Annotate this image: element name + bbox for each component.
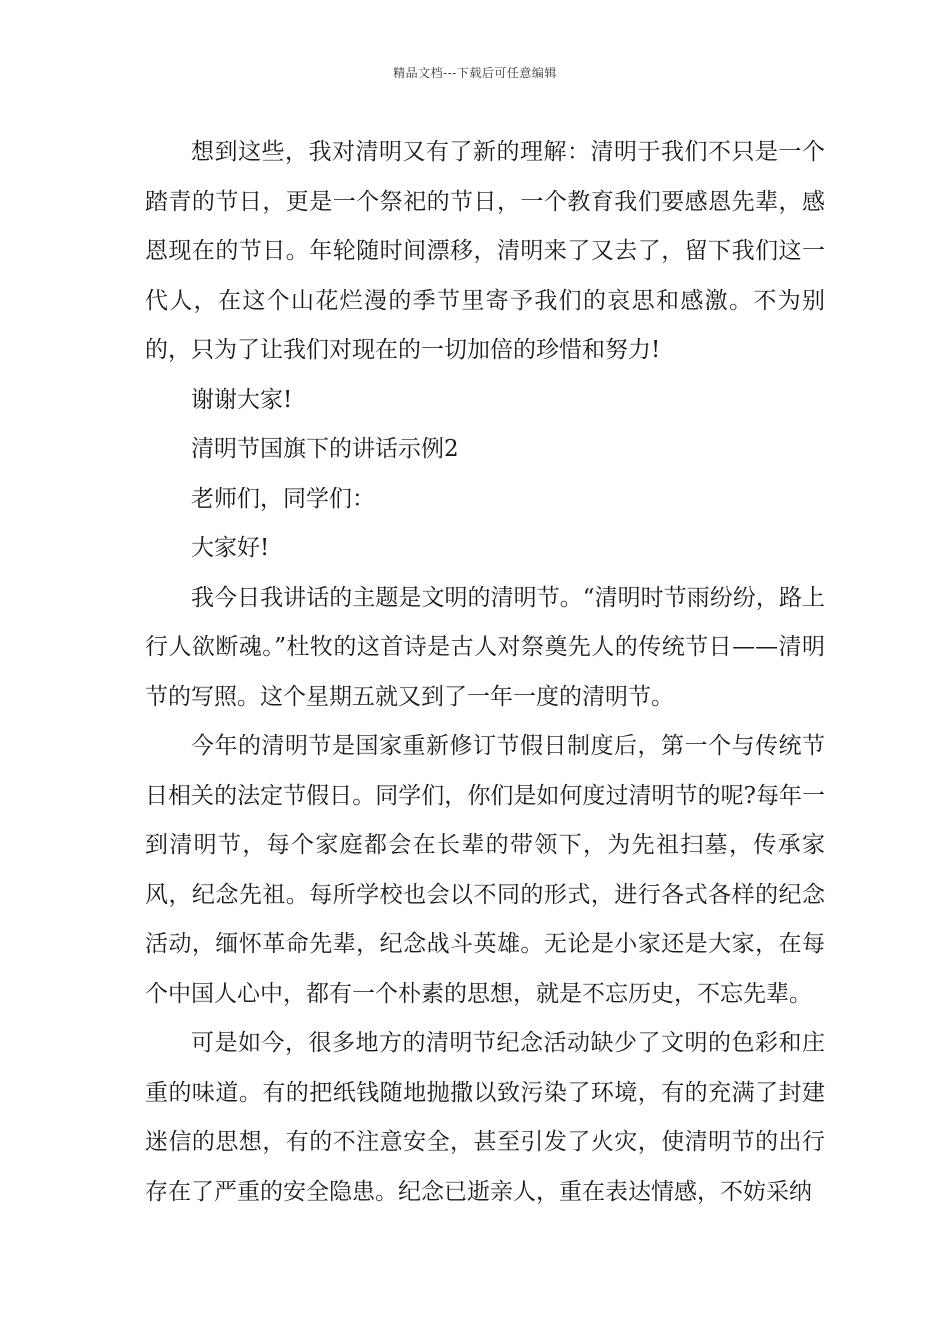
paragraph: 谢谢大家! bbox=[191, 386, 293, 413]
paragraph: 我今日我讲话的主题是文明的清明节。“清明时节雨纷纷，路上行人欲断魂。”杜牧的这首诗是古人对祭奠先人的传统节日——清明节的写照。这个星期五就又到了一年一度的清明节。 bbox=[145, 584, 825, 710]
paragraph: 可是如今，很多地方的清明节纪念活动缺少了文明的色彩和庄重的味道。有的把纸钱随地抛撒以致污染了环境，有的充满了封建迷信的思想，有的不注意安全，甚至引发了火灾，使清明节的出行存在了严重的安全隐患。纪念已逝亲人，重在表达情感，不妨采纳 bbox=[145, 1030, 825, 1205]
document-body bbox=[145, 128, 825, 1217]
salutation: 老师们，同学们： bbox=[191, 485, 375, 512]
paragraph: 想到这些，我对清明又有了新的理解：清明于我们不只是一个踏青的节日，更是一个祭祀的节日，一个教育我们要感恩先辈，感恩现在的节日。年轮随时间漂移，清明来了又去了，留下我们这一代人，在这个山花烂漫的季节里寄予我们的哀思和感激。不为别的，只为了让我们对现在的一切加倍的珍惜和努力! bbox=[145, 139, 825, 363]
section-title: 清明节国旗下的讲话示例2 bbox=[191, 436, 459, 462]
greeting: 大家好! bbox=[191, 535, 270, 561]
paragraph: 今年的清明节是国家重新修订节假日制度后，第一个与传统节日相关的法定节假日。同学们，你们是如何度过清明节的呢?每年一到清明节，每个家庭都会在长辈的带领下，为先祖扫墓，传承家风，纪念先祖。每所学校也会以不同的形式，进行各式各样的纪念活动，缅怀革命先辈，纪念战斗英雄。无论是小家还是大家，在每个中国人心中，都有一个朴素的思想，就是不忘历史，不忘先辈。 bbox=[145, 733, 825, 1007]
page-header: 精品文档---下载后可任意编辑 bbox=[393, 66, 557, 80]
